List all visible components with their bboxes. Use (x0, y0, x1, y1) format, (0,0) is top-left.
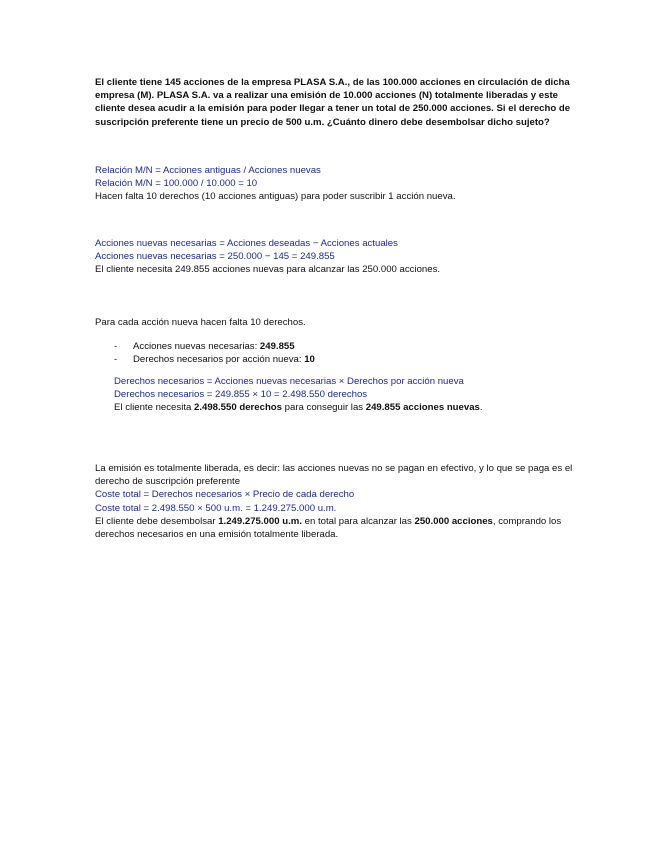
new-shares-formula: Acciones nuevas necesarias = Acciones deseadas − Acciones actuales (95, 238, 398, 249)
rights-formula: Derechos necesarios = Acciones nuevas necesarias × Derechos por acción nueva (114, 375, 464, 387)
new-shares-calculation: Acciones nuevas necesarias = 250.000 − 145 = 249.855 (95, 251, 335, 263)
section-total-cost (95, 462, 575, 541)
list-item (114, 353, 575, 366)
bullet-label: Derechos necesarios por acción nueva: (133, 354, 305, 366)
bullet-value: 249.855 (259, 341, 295, 353)
cost-explanation: El cliente debe desembolsar 1.249.275.000 u.m. en total para alcanzar las 250.000 acciones, comprando los derechos necesarios en una emisión totalmente liberada. (95, 515, 562, 541)
list-item (114, 340, 575, 353)
bullet-value: 10 (304, 354, 315, 366)
section-new-shares (95, 237, 575, 277)
ratio-calculation: Relación M/N = 100.000 / 10.000 = 10 (95, 178, 258, 190)
problem-statement (95, 76, 575, 129)
cost-calculation: Coste total = 2.498.550 × 500 u.m. = 1.249.275.000 u.m. (95, 502, 337, 514)
rights-calculation: Derechos necesarios = 249.855 × 10 = 2.498.550 derechos (114, 388, 368, 400)
cost-formula: Coste total = Derechos necesarios × Precio de cada derecho (95, 489, 355, 501)
new-shares-explanation: El cliente necesita 249.855 acciones nuevas para alcanzar las 250.000 acciones. (95, 264, 441, 276)
rights-explanation: El cliente necesita 2.498.550 derechos para conseguir las 249.855 acciones nuevas. (114, 402, 483, 414)
problem-text: El cliente tiene 145 acciones de la empresa PLASA S.A., de las 100.000 acciones en circulación de dicha empresa (M). PLASA S.A. va a realizar una emisión de 10.000 acciones (N) totalmente liberadas y este cliente desea acudir a la emisión para poder llegar a tener un total de 250.000 acciones. Si el derecho de suscripción preferente tiene un precio de 500 u.m. ¿Cuánto dinero debe desembolsar dicho sujeto? (95, 77, 571, 128)
section-rights (95, 316, 575, 414)
rights-intro: Para cada acción nueva hacen falta 10 derechos. (95, 317, 306, 328)
bullet-label: Acciones nuevas necesarias: (133, 341, 260, 353)
ratio-formula: Relación M/N = Acciones antiguas / Acciones nuevas (95, 165, 321, 176)
rights-list (95, 340, 575, 366)
cost-intro: La emisión es totalmente liberada, es decir: las acciones nuevas no se pagan en efectivo, y lo que se paga es el derecho de suscripción preferente (95, 463, 573, 488)
section-ratio (95, 164, 575, 204)
ratio-explanation: Hacen falta 10 derechos (10 acciones antiguas) para poder suscribir 1 acción nueva. (95, 191, 456, 203)
